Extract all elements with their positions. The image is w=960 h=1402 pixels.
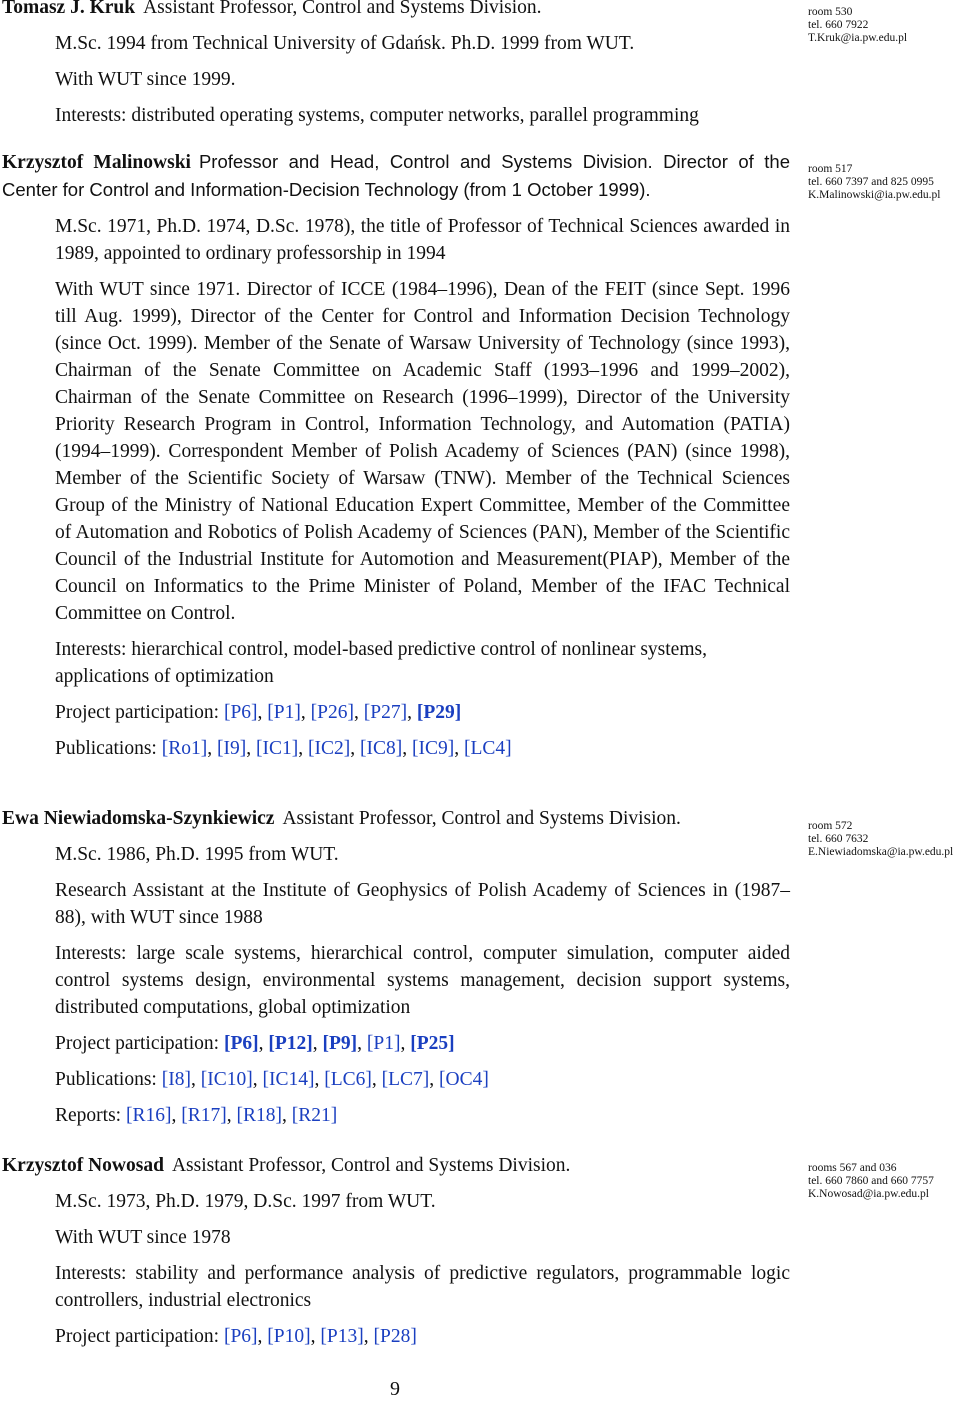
report-link[interactable]: [R21] <box>291 1105 338 1126</box>
project-participation: Project participation: [P6], [P1], [P26], [P27], [P29] <box>55 702 462 723</box>
project-link[interactable]: [P1] <box>366 1033 401 1054</box>
person-title: Assistant Professor, Control and Systems Division. <box>171 1155 571 1176</box>
entry-heading <box>0 1152 790 1179</box>
contact-email[interactable]: E.Niewiadomska@ia.pw.edu.pl <box>808 846 954 858</box>
publication-link[interactable]: [LC6] <box>324 1069 372 1090</box>
project-link[interactable]: [P28] <box>373 1326 417 1347</box>
project-link[interactable]: [P1] <box>267 702 301 723</box>
person-degrees: M.Sc. 1994 from Technical University of Gdańsk. Ph.D. 1999 from WUT. <box>55 33 635 54</box>
project-link[interactable]: [P29] <box>416 702 462 723</box>
publication-link[interactable]: [OC4] <box>439 1069 489 1090</box>
report-link[interactable]: [R17] <box>181 1105 227 1126</box>
entry-heading <box>0 148 790 204</box>
projects-label: Project participation: <box>55 702 220 723</box>
publication-link[interactable]: [I9] <box>216 738 247 759</box>
person-degrees: M.Sc. 1986, Ph.D. 1995 from WUT. <box>55 844 339 865</box>
person-title: Assistant Professor, Control and Systems Division. <box>143 0 542 18</box>
person-title: Professor and Head, Control and Systems Division. Director of the Center for Control and Information-Decision Technology (from 1 October 1999). <box>2 151 790 200</box>
contact-block <box>808 6 958 45</box>
project-link[interactable]: [P25] <box>410 1033 455 1054</box>
contact-block <box>808 1162 958 1201</box>
publications: Publications: [Ro1], [I9], [IC1], [IC2], [IC8], [IC9], [LC4] <box>55 738 512 759</box>
entry-main <box>0 1152 790 1350</box>
publication-link[interactable]: [IC14] <box>262 1069 315 1090</box>
entry-main <box>0 0 790 129</box>
project-participation: Project participation: [P6], [P12], [P9], [P1], [P25] <box>55 1033 455 1054</box>
contact-tel: tel. 660 7922 <box>808 19 869 31</box>
person-title: Assistant Professor, Control and Systems Division. <box>282 808 681 829</box>
person-bio: With WUT since 1971. Director of ICCE (1984–1996), Dean of the FEIT (since Sept. 1996 till Aug. 1999), Director of the Center for Control and Information Decision Technology (since Oct. 1999). Member of the Senate of Warsaw University of Technology (since 1993), Chairman of the Senate Committee on Academic Staff (1993–1996 and 1999–2002), Chairman of the Senate Committee on Research (1996–1999), Director of the University Priority Research Program in Control, Information Technology, and Automation (PATIA) (1994–1999). Correspondent Member of Polish Academy of Sciences (PAN) (since 1998), Member of the Scientific Society of Warsaw (TNW). Member of the Technical Sciences Group of the Ministry of National Education Expert Committee, Member of the Committee of Automation and Robotics of Polish Academy of Sciences (PAN), Member of the Scientific Council of the Industrial Institute for Automotion and Measurement(PIAP), Member of the Council on Informatics to the Prime Minister of Poland, Member of the IFAC Technical Committee on Control. <box>55 279 790 624</box>
publications-label: Publications: <box>55 738 157 759</box>
reports: Reports: [R16], [R17], [R18], [R21] <box>55 1105 338 1126</box>
project-link[interactable]: [P27] <box>363 702 408 723</box>
publication-link[interactable]: [IC9] <box>411 738 455 759</box>
entry-heading <box>0 805 790 832</box>
project-link[interactable]: [P9] <box>322 1033 358 1054</box>
person-degrees: M.Sc. 1973, Ph.D. 1979, D.Sc. 1997 from WUT. <box>55 1191 436 1212</box>
publication-link[interactable]: [IC2] <box>307 738 351 759</box>
person-name: Tomasz J. Kruk <box>2 0 136 18</box>
contact-email[interactable]: K.Nowosad@ia.pw.edu.pl <box>808 1188 929 1200</box>
project-link[interactable]: [P6] <box>223 1326 258 1347</box>
entry-heading <box>0 0 790 21</box>
project-link[interactable]: [P6] <box>223 1033 259 1054</box>
publications: Publications: [I8], [IC10], [IC14], [LC6], [LC7], [OC4] <box>55 1069 489 1090</box>
person-name: Krzysztof Nowosad <box>2 1155 164 1176</box>
person-interests: Interests: hierarchical control, model-based predictive control of nonlinear systems, applications of optimization <box>55 639 707 687</box>
report-link[interactable]: [R16] <box>125 1105 172 1126</box>
contact-block <box>808 820 958 859</box>
person-with-wut: With WUT since 1978 <box>55 1227 231 1248</box>
report-link[interactable]: [R18] <box>236 1105 282 1126</box>
contact-tel: tel. 660 7632 <box>808 833 869 845</box>
publication-link[interactable]: [I8] <box>161 1069 191 1090</box>
person-interests: Interests: distributed operating systems, computer networks, parallel programming <box>55 105 699 126</box>
publication-link[interactable]: [Ro1] <box>161 738 208 759</box>
person-bio: Research Assistant at the Institute of Geophysics of Polish Academy of Sciences in (1987–88), with WUT since 1988 <box>55 880 790 928</box>
projects-label: Project participation: <box>55 1033 220 1054</box>
person-name: Ewa Niewiadomska-Szynkiewicz <box>2 808 275 829</box>
publication-link[interactable]: [IC8] <box>359 738 403 759</box>
contact-email[interactable]: T.Kruk@ia.pw.edu.pl <box>808 32 908 44</box>
project-link[interactable]: [P10] <box>267 1326 311 1347</box>
project-participation: Project participation: [P6], [P10], [P13], [P28] <box>55 1326 417 1347</box>
project-link[interactable]: [P12] <box>268 1033 313 1054</box>
publication-link[interactable]: [LC7] <box>381 1069 430 1090</box>
person-interests: Interests: stability and performance analysis of predictive regulators, programmable logic controllers, industrial electronics <box>55 1263 790 1311</box>
contact-tel: tel. 660 7860 and 660 7757 <box>808 1175 934 1187</box>
contact-room: rooms 567 and 036 <box>808 1162 897 1174</box>
person-degrees: M.Sc. 1971, Ph.D. 1974, D.Sc. 1978), the title of Professor of Technical Sciences awarded in 1989, appointed to ordinary professorship in 1994 <box>55 216 790 264</box>
project-link[interactable]: [P6] <box>223 702 258 723</box>
publications-label: Publications: <box>55 1069 157 1090</box>
contact-block <box>808 163 958 202</box>
entry-main <box>0 805 790 1129</box>
project-link[interactable]: [P13] <box>320 1326 364 1347</box>
contact-room: room 517 <box>808 163 853 175</box>
project-link[interactable]: [P26] <box>310 702 354 723</box>
contact-room: room 572 <box>808 820 853 832</box>
contact-room: room 530 <box>808 6 853 18</box>
publication-link[interactable]: [IC10] <box>200 1069 253 1090</box>
projects-label: Project participation: <box>55 1326 220 1347</box>
person-with-wut: With WUT since 1999. <box>55 69 236 90</box>
entry-main <box>0 148 790 762</box>
person-interests: Interests: large scale systems, hierarchical control, computer simulation, computer aided control systems design, environmental systems management, decision support systems, distributed computations, global optimization <box>55 943 790 1018</box>
publication-link[interactable]: [LC4] <box>463 738 512 759</box>
person-name: Krzysztof Malinowski <box>2 152 191 173</box>
contact-email[interactable]: K.Malinowski@ia.pw.edu.pl <box>808 189 941 201</box>
contact-tel: tel. 660 7397 and 825 0995 <box>808 176 934 188</box>
reports-label: Reports: <box>55 1105 122 1126</box>
page-number: 9 <box>390 1378 400 1400</box>
publication-link[interactable]: [IC1] <box>255 738 299 759</box>
